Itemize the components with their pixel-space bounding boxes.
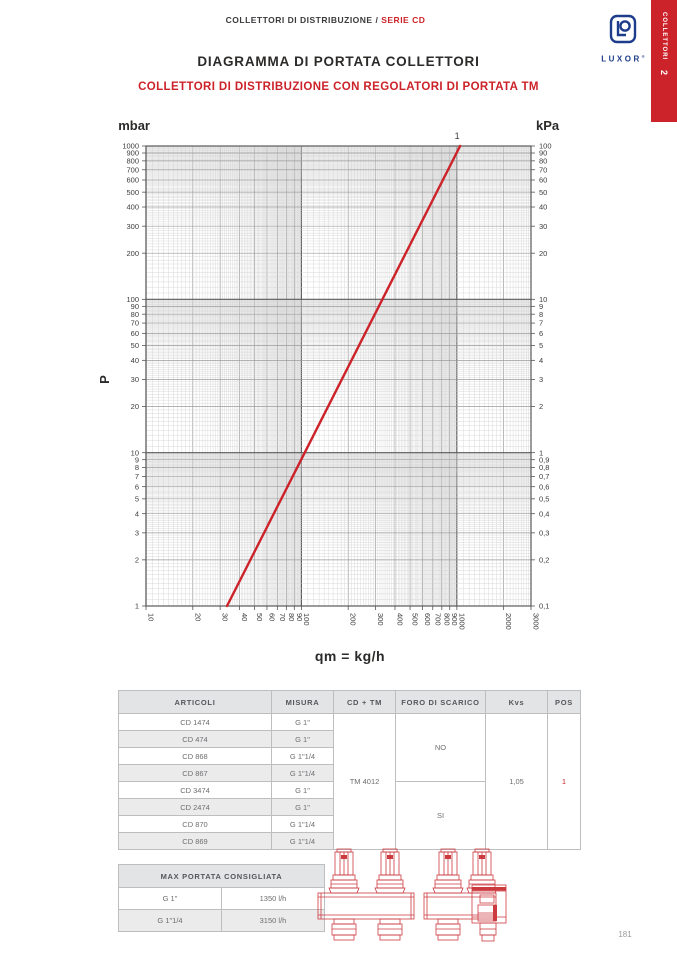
table-cell: CD 867 [119,765,272,782]
max-flow-row [119,910,325,932]
drawing-part [438,919,458,924]
y-tick-label-left: 100 [126,294,139,304]
drawing-line [433,888,463,893]
max-flow-cell: 3150 l/h [222,910,325,932]
table-cell: G 1" [272,731,334,748]
table-cell: G 1" [272,782,334,799]
x-tick-label: 20 [193,613,203,622]
x-tick-label: 80 [286,613,296,622]
x-tick-label: 90 [294,613,304,622]
x-tick-label: 1000 [457,613,467,630]
y-tick-label-left: 6 [134,482,139,492]
x-tick-label: 900 [450,613,460,626]
y-tick-label-right: 40 [539,202,548,212]
x-tick-label: 60 [267,613,277,622]
y-tick-label-left: 80 [130,309,139,319]
y-tick-label-left: 20 [130,402,139,412]
max-flow-cell: G 1"1/4 [119,910,222,932]
y-tick-label-right: 0,7 [539,472,550,482]
drawing-line [329,888,359,893]
x-tick-label: 700 [433,613,443,626]
table-cell: G 1"1/4 [272,748,334,765]
max-flow-table-title: MAX PORTATA CONSIGLIATA [119,865,325,888]
drawing-part [445,855,451,859]
y-tick-label-right: 0,4 [539,509,550,519]
y-tick-label-right: 70 [539,165,548,175]
table-cell: G 1"1/4 [272,765,334,782]
y-tick-label-right: 5 [539,341,544,351]
table-row [119,714,581,731]
y-tick-label-left: 50 [130,341,139,351]
x-tick-label: 40 [240,613,250,622]
y-tick-label-right: 20 [539,248,548,258]
manifold-drawings [312,843,522,947]
y-tick-label-right: 3 [539,375,544,385]
table-cell: G 1"1/4 [272,816,334,833]
table-cell-merged: SI [396,782,486,850]
chapter-tab-label: COLLETTORI [661,12,667,61]
y-tick-label-left: 400 [126,202,139,212]
table-cell: CD 869 [119,833,272,850]
drawing-part [441,849,455,852]
drawing-part [334,935,354,940]
y-tick-label-right: 100 [539,141,552,151]
col-header-kvs: Kvs [486,691,548,714]
drawing-part [334,919,354,924]
luxor-logo-icon [609,14,637,46]
y-tick-label-right: 7 [539,318,544,328]
drawing-part [337,849,351,852]
y-tick-label-left: 9 [134,455,139,465]
y-tick-label-left: 4 [134,509,139,519]
x-tick-label: 50 [255,613,265,622]
drawing-part [380,919,400,924]
table-cell: G 1"1/4 [272,833,334,850]
col-header-foro-di-scarico: FORO DI SCARICO [396,691,486,714]
y-tick-label-left: 2 [134,555,139,565]
max-flow-row [119,888,325,910]
drawing-part [479,855,485,859]
x-tick-label: 600 [422,613,432,626]
drawing-part [480,895,494,903]
col-header-articoli: ARTICOLI [119,691,272,714]
drawing-part [379,875,401,880]
y-axis-label: P [96,375,112,384]
y-tick-label-left: 90 [130,301,139,311]
drawing-part [378,924,402,935]
x-tick-label: 800 [442,613,452,626]
flow-curve [227,146,460,606]
x-tick-label: 100 [301,613,311,626]
table-cell-merged: NO [396,714,486,782]
y-tick-label-right: 0,2 [539,555,550,565]
y-axis-left-unit: mbar [118,118,150,133]
y-tick-label-left: 300 [126,221,139,231]
y-tick-label-right: 9 [539,301,544,311]
curve-label: 1 [454,131,460,141]
y-tick-label-right: 0,6 [539,482,550,492]
breadcrumb-section: COLLETTORI DI DISTRIBUZIONE / [225,15,379,25]
max-flow-cell: G 1" [119,888,222,910]
plot-border [146,146,531,606]
drawing-part [387,855,393,859]
table-cell: CD 870 [119,816,272,833]
table-cell: G 1" [272,799,334,816]
drawing-part [333,875,355,880]
drawing-part [438,935,458,940]
drawing-part [437,875,459,880]
x-tick-label: 70 [277,613,287,622]
y-tick-label-left: 800 [126,156,139,166]
max-flow-table [118,864,325,932]
col-header-cd-tm: CD + TM [334,691,396,714]
table-cell: CD 474 [119,731,272,748]
y-tick-label-left: 1000 [122,141,139,151]
y-tick-label-left: 30 [130,375,139,385]
x-tick-label: 200 [348,613,358,626]
y-tick-label-left: 700 [126,165,139,175]
drawing-part [383,849,397,852]
drawing-line [375,888,405,893]
x-tick-label: 10 [146,613,156,622]
y-tick-label-right: 0,1 [539,601,550,611]
drawing-part [482,935,494,941]
page-subtitle: COLLETTORI DI DISTRIBUZIONE CON REGOLATORI DI PORTATA TM [138,81,539,93]
breadcrumb-series: SERIE CD [381,15,426,25]
x-tick-label: 3000 [531,613,541,630]
y-tick-label-left: 8 [134,463,139,473]
col-header-pos: POS [548,691,581,714]
articles-table-header [119,691,581,714]
drawing-part [471,875,493,880]
y-tick-label-left: 10 [130,448,139,458]
drawing-part [475,849,489,852]
table-cell: CD 1474 [119,714,272,731]
drawing-part [341,855,347,859]
x-tick-label: 30 [220,613,230,622]
y-tick-label-left: 7 [134,472,139,482]
y-tick-label-right: 0,5 [539,494,550,504]
y-tick-label-right: 80 [539,156,548,166]
y-tick-label-right: 8 [539,309,544,319]
flow-rate-chart [0,110,677,685]
y-tick-label-left: 200 [126,248,139,258]
table-cell: CD 2474 [119,799,272,816]
luxor-logo-text: LUXOR® [601,54,645,64]
y-tick-label-right: 10 [539,294,548,304]
y-tick-label-left: 70 [130,318,139,328]
x-tick-label: 2000 [504,613,514,630]
drawing-part [472,887,506,891]
y-tick-label-left: 900 [126,148,139,158]
col-header-misura: MISURA [272,691,334,714]
y-tick-label-left: 3 [134,528,139,538]
y-tick-label-right: 6 [539,328,544,338]
table-cell-merged: 1 [548,714,581,850]
x-tick-label: 400 [395,613,405,626]
table-cell: CD 868 [119,748,272,765]
y-tick-label-left: 1 [134,601,139,611]
page-number: 181 [618,930,632,939]
y-tick-label-right: 90 [539,148,548,158]
breadcrumb [0,15,651,25]
drawing-line [318,893,414,919]
x-axis-label: qm = kg/h [314,648,386,664]
y-tick-label-right: 60 [539,175,548,185]
table-cell-merged: 1,05 [486,714,548,850]
table-cell: G 1" [272,714,334,731]
x-tick-label: 300 [376,613,386,626]
drawing-part [436,924,460,935]
table-cell: CD 3474 [119,782,272,799]
y-tick-label-left: 40 [130,355,139,365]
y-tick-label-left: 60 [130,328,139,338]
y-tick-label-left: 600 [126,175,139,185]
y-tick-label-right: 0,8 [539,463,550,473]
table-cell-merged: TM 4012 [334,714,396,850]
max-flow-cell: 1350 l/h [222,888,325,910]
y-tick-label-right: 30 [539,221,548,231]
y-axis-right-unit: kPa [536,118,560,133]
y-tick-label-left: 5 [134,494,139,504]
articles-table [118,690,581,850]
drawing-line [424,893,496,919]
y-tick-label-left: 500 [126,187,139,197]
drawing-part [332,924,356,935]
drawing-part [380,935,400,940]
chapter-tab-number: 2 [659,70,669,76]
y-tick-label-right: 1 [539,448,544,458]
y-tick-label-right: 0,3 [539,528,550,538]
y-tick-label-right: 2 [539,402,544,412]
page-title: DIAGRAMMA DI PORTATA COLLETTORI [197,54,480,69]
y-tick-label-right: 50 [539,187,548,197]
x-tick-label: 500 [410,613,420,626]
y-tick-label-right: 4 [539,355,544,365]
drawing-part [493,905,497,921]
y-tick-label-right: 0,9 [539,455,550,465]
registered-mark: ® [641,54,645,59]
